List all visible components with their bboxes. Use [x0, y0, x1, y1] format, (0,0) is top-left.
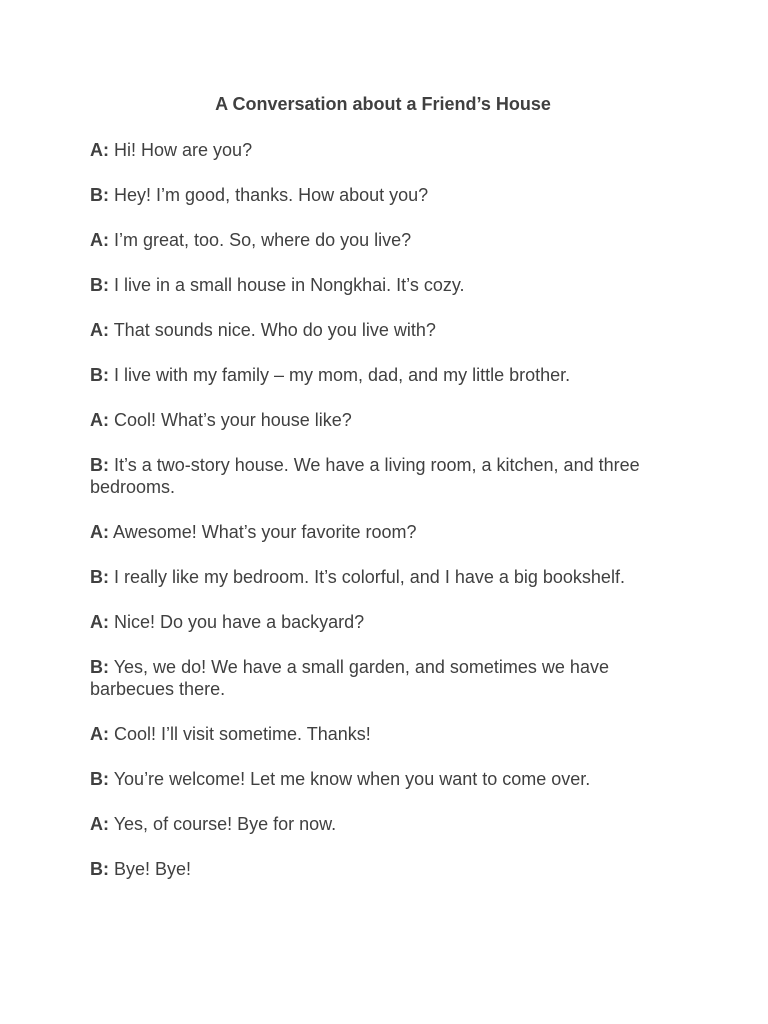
- dialogue-line: [90, 409, 670, 431]
- dialogue-line: [90, 274, 670, 296]
- speaker-label: B:: [90, 455, 109, 475]
- speaker-label: A:: [90, 724, 109, 744]
- dialogue-text: It’s a two-story house. We have a living room, a kitchen, and three bedrooms.: [90, 455, 640, 497]
- dialogue-line: [90, 521, 670, 543]
- dialogue-line: [90, 723, 670, 745]
- dialogue-text: Nice! Do you have a backyard?: [114, 612, 365, 632]
- dialogue-line: [90, 319, 670, 341]
- dialogue-text: Yes, of course! Bye for now.: [113, 814, 337, 834]
- speaker-label: A:: [90, 230, 109, 250]
- dialogue-line: [90, 364, 670, 386]
- dialogue-text: You’re welcome! Let me know when you want to come over.: [113, 769, 591, 789]
- speaker-label: B:: [90, 567, 109, 587]
- speaker-label: B:: [90, 185, 109, 205]
- dialogue-text: I live in a small house in Nongkhai. It’s cozy.: [114, 275, 465, 295]
- dialogue-line: [90, 813, 670, 835]
- speaker-label: B:: [90, 275, 109, 295]
- dialogue-text: Yes, we do! We have a small garden, and sometimes we have barbecues there.: [90, 657, 609, 699]
- dialogue-line: [90, 611, 670, 633]
- dialogue-line: [90, 454, 670, 498]
- dialogue-text: Hey! I’m good, thanks. How about you?: [114, 185, 429, 205]
- speaker-label: B:: [90, 859, 109, 879]
- dialogue-line: [90, 768, 670, 790]
- speaker-label: A:: [90, 140, 109, 160]
- dialogue-line: [90, 858, 670, 880]
- dialogue-text: I really like my bedroom. It’s colorful, and I have a big bookshelf.: [114, 567, 625, 587]
- dialogue-line: [90, 229, 670, 251]
- speaker-label: B:: [90, 365, 109, 385]
- speaker-label: A:: [90, 522, 109, 542]
- dialogue-text: That sounds nice. Who do you live with?: [113, 320, 436, 340]
- speaker-label: B:: [90, 657, 109, 677]
- dialogue-line: [90, 566, 670, 588]
- dialogue-text: Cool! I’ll visit sometime. Thanks!: [114, 724, 371, 744]
- dialogue-text: Cool! What’s your house like?: [114, 410, 352, 430]
- dialogue-line: [90, 139, 670, 161]
- speaker-label: A:: [90, 612, 109, 632]
- dialogue-line: [90, 184, 670, 206]
- dialogue-text: I’m great, too. So, where do you live?: [114, 230, 412, 250]
- dialogue-text: Bye! Bye!: [114, 859, 192, 879]
- dialogue-text: Awesome! What’s your favorite room?: [113, 522, 417, 542]
- dialogue-text: Hi! How are you?: [114, 140, 253, 160]
- speaker-label: A:: [90, 320, 109, 340]
- speaker-label: A:: [90, 814, 109, 834]
- speaker-label: A:: [90, 410, 109, 430]
- dialogue-text: I live with my family – my mom, dad, and my little brother.: [114, 365, 571, 385]
- speaker-label: B:: [90, 769, 109, 789]
- dialogue-line: [90, 656, 670, 700]
- document-title: A Conversation about a Friend’s House: [215, 94, 551, 114]
